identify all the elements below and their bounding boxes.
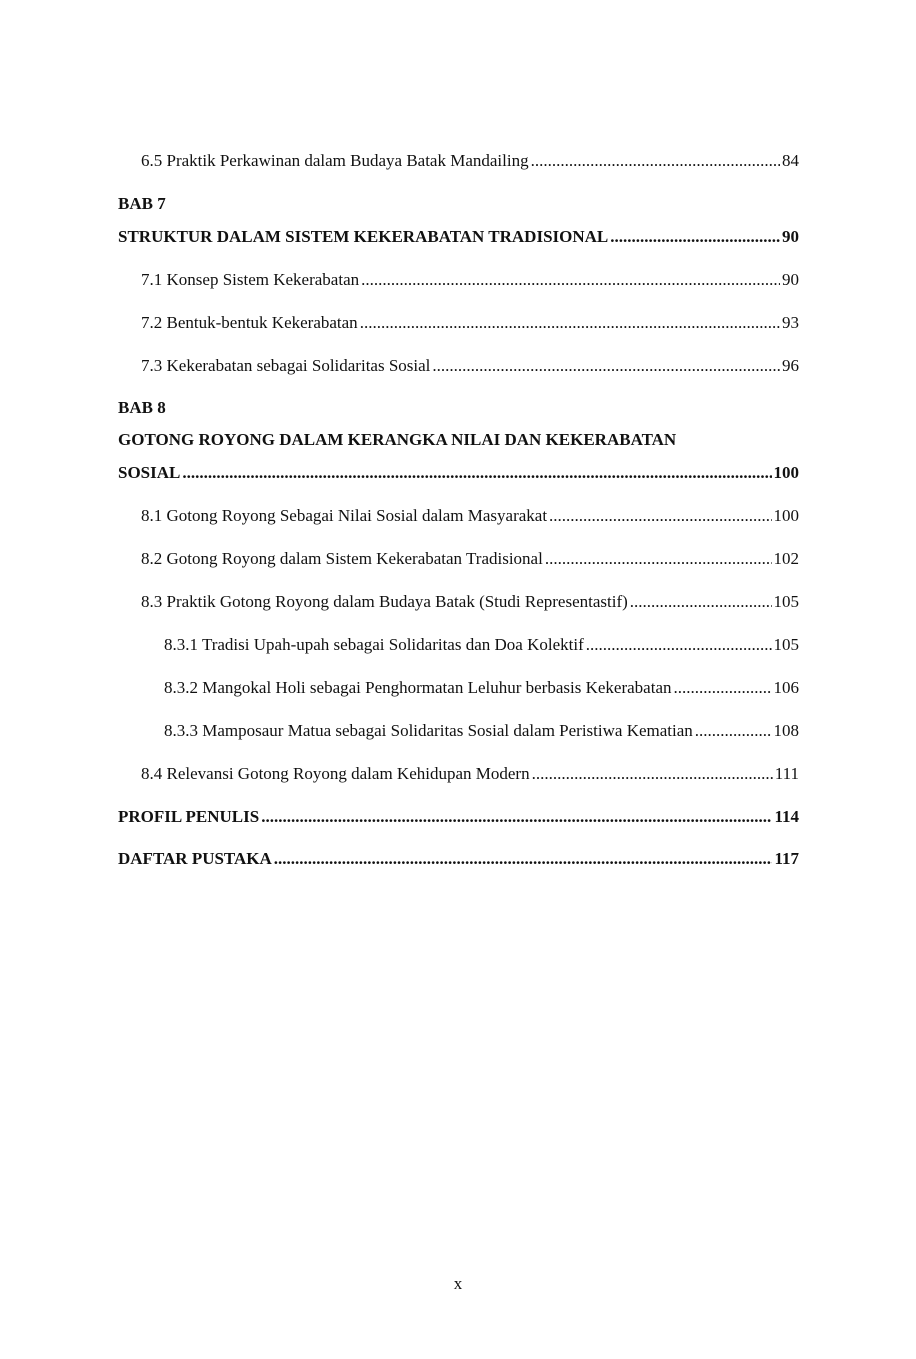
toc-dot-leader [674,673,772,703]
toc-dot-leader [360,308,780,338]
toc-entry-text: 7.3 Kekerabatan sebagai Solidaritas Sosial [141,356,431,375]
toc-dot-leader [695,716,772,746]
page-number-footer: x [453,1274,463,1293]
toc-entry-text: 7.2 Bentuk-bentuk Kekerabatan [141,313,358,332]
chapter-title-text: STRUKTUR DALAM SISTEM KEKERABATAN TRADISIONAL [118,227,609,246]
toc-entry-6-5 [118,146,799,176]
toc-entry-7-1 [118,265,799,295]
toc-page-number: 108 [773,721,799,740]
toc-entry-8-3-3 [118,716,799,746]
toc-page-number: 117 [774,849,799,868]
toc-entry-8-3-2 [118,673,799,703]
toc-page-number: 93 [782,313,799,332]
toc-dot-leader [432,351,780,381]
toc-entry-7-3 [118,351,799,381]
toc-dot-leader [182,458,771,488]
toc-page-number: 90 [782,270,799,289]
toc-entry-8-3 [118,587,799,617]
toc-page-number: 100 [773,463,799,482]
chapter-title-bab-8-line2 [118,458,799,488]
toc-page-number: 105 [773,635,799,654]
toc-entry-text: 6.5 Praktik Perkawinan dalam Budaya Batak Mandailing [141,151,529,170]
toc-entry-7-2 [118,308,799,338]
toc-entry-text: 7.1 Konsep Sistem Kekerabatan [141,270,360,289]
toc-entry-text: 8.3.1 Tradisi Upah-upah sebagai Solidaritas dan Doa Kolektif [164,635,584,654]
toc-dot-leader [586,630,772,660]
toc-dot-leader [532,759,773,789]
toc-entry-profil-penulis [118,802,799,832]
toc-entry-text: 8.3.3 Mamposaur Matua sebagai Solidaritas Sosial dalam Peristiwa Kematian [164,721,693,740]
table-of-contents [118,146,799,874]
toc-page-number: 102 [773,549,799,568]
chapter-title-bab-7 [118,222,799,252]
toc-entry-8-4 [118,759,799,789]
chapter-title-bab-8-line1: GOTONG ROYONG DALAM KERANGKA NILAI DAN KEKERABATAN [118,430,677,449]
toc-dot-leader [549,501,771,531]
chapter-label-bab-8: BAB 8 [118,398,166,417]
toc-page-number: 114 [774,807,799,826]
toc-entry-8-2 [118,544,799,574]
toc-dot-leader [261,802,772,832]
chapter-label-bab-7: BAB 7 [118,194,166,213]
toc-entry-text: 8.3.2 Mangokal Holi sebagai Penghormatan Leluhur berbasis Kekerabatan [164,678,672,697]
toc-page-number: 105 [773,592,799,611]
toc-entry-text: 8.4 Relevansi Gotong Royong dalam Kehidupan Modern [141,764,530,783]
toc-entry-text: 8.1 Gotong Royong Sebagai Nilai Sosial dalam Masyarakat [141,506,548,525]
toc-page-number: 100 [773,506,799,525]
chapter-title-text: SOSIAL [118,463,181,482]
toc-entry-daftar-pustaka [118,844,799,874]
toc-dot-leader [610,222,780,252]
toc-page-number: 106 [773,678,799,697]
toc-entry-text: PROFIL PENULIS [118,807,260,826]
toc-entry-8-3-1 [118,630,799,660]
toc-page-number: 96 [782,356,799,375]
toc-dot-leader [361,265,780,295]
toc-entry-8-1 [118,501,799,531]
toc-entry-text: DAFTAR PUSTAKA [118,849,272,868]
toc-entry-text: 8.2 Gotong Royong dalam Sistem Kekerabatan Tradisional [141,549,543,568]
toc-page-number: 111 [774,764,799,783]
toc-entry-text: 8.3 Praktik Gotong Royong dalam Budaya Batak (Studi Representastif) [141,592,628,611]
toc-dot-leader [531,146,780,176]
toc-dot-leader [630,587,772,617]
toc-page-number: 84 [782,151,799,170]
toc-dot-leader [274,844,773,874]
toc-dot-leader [545,544,772,574]
toc-page-number: 90 [782,227,799,246]
